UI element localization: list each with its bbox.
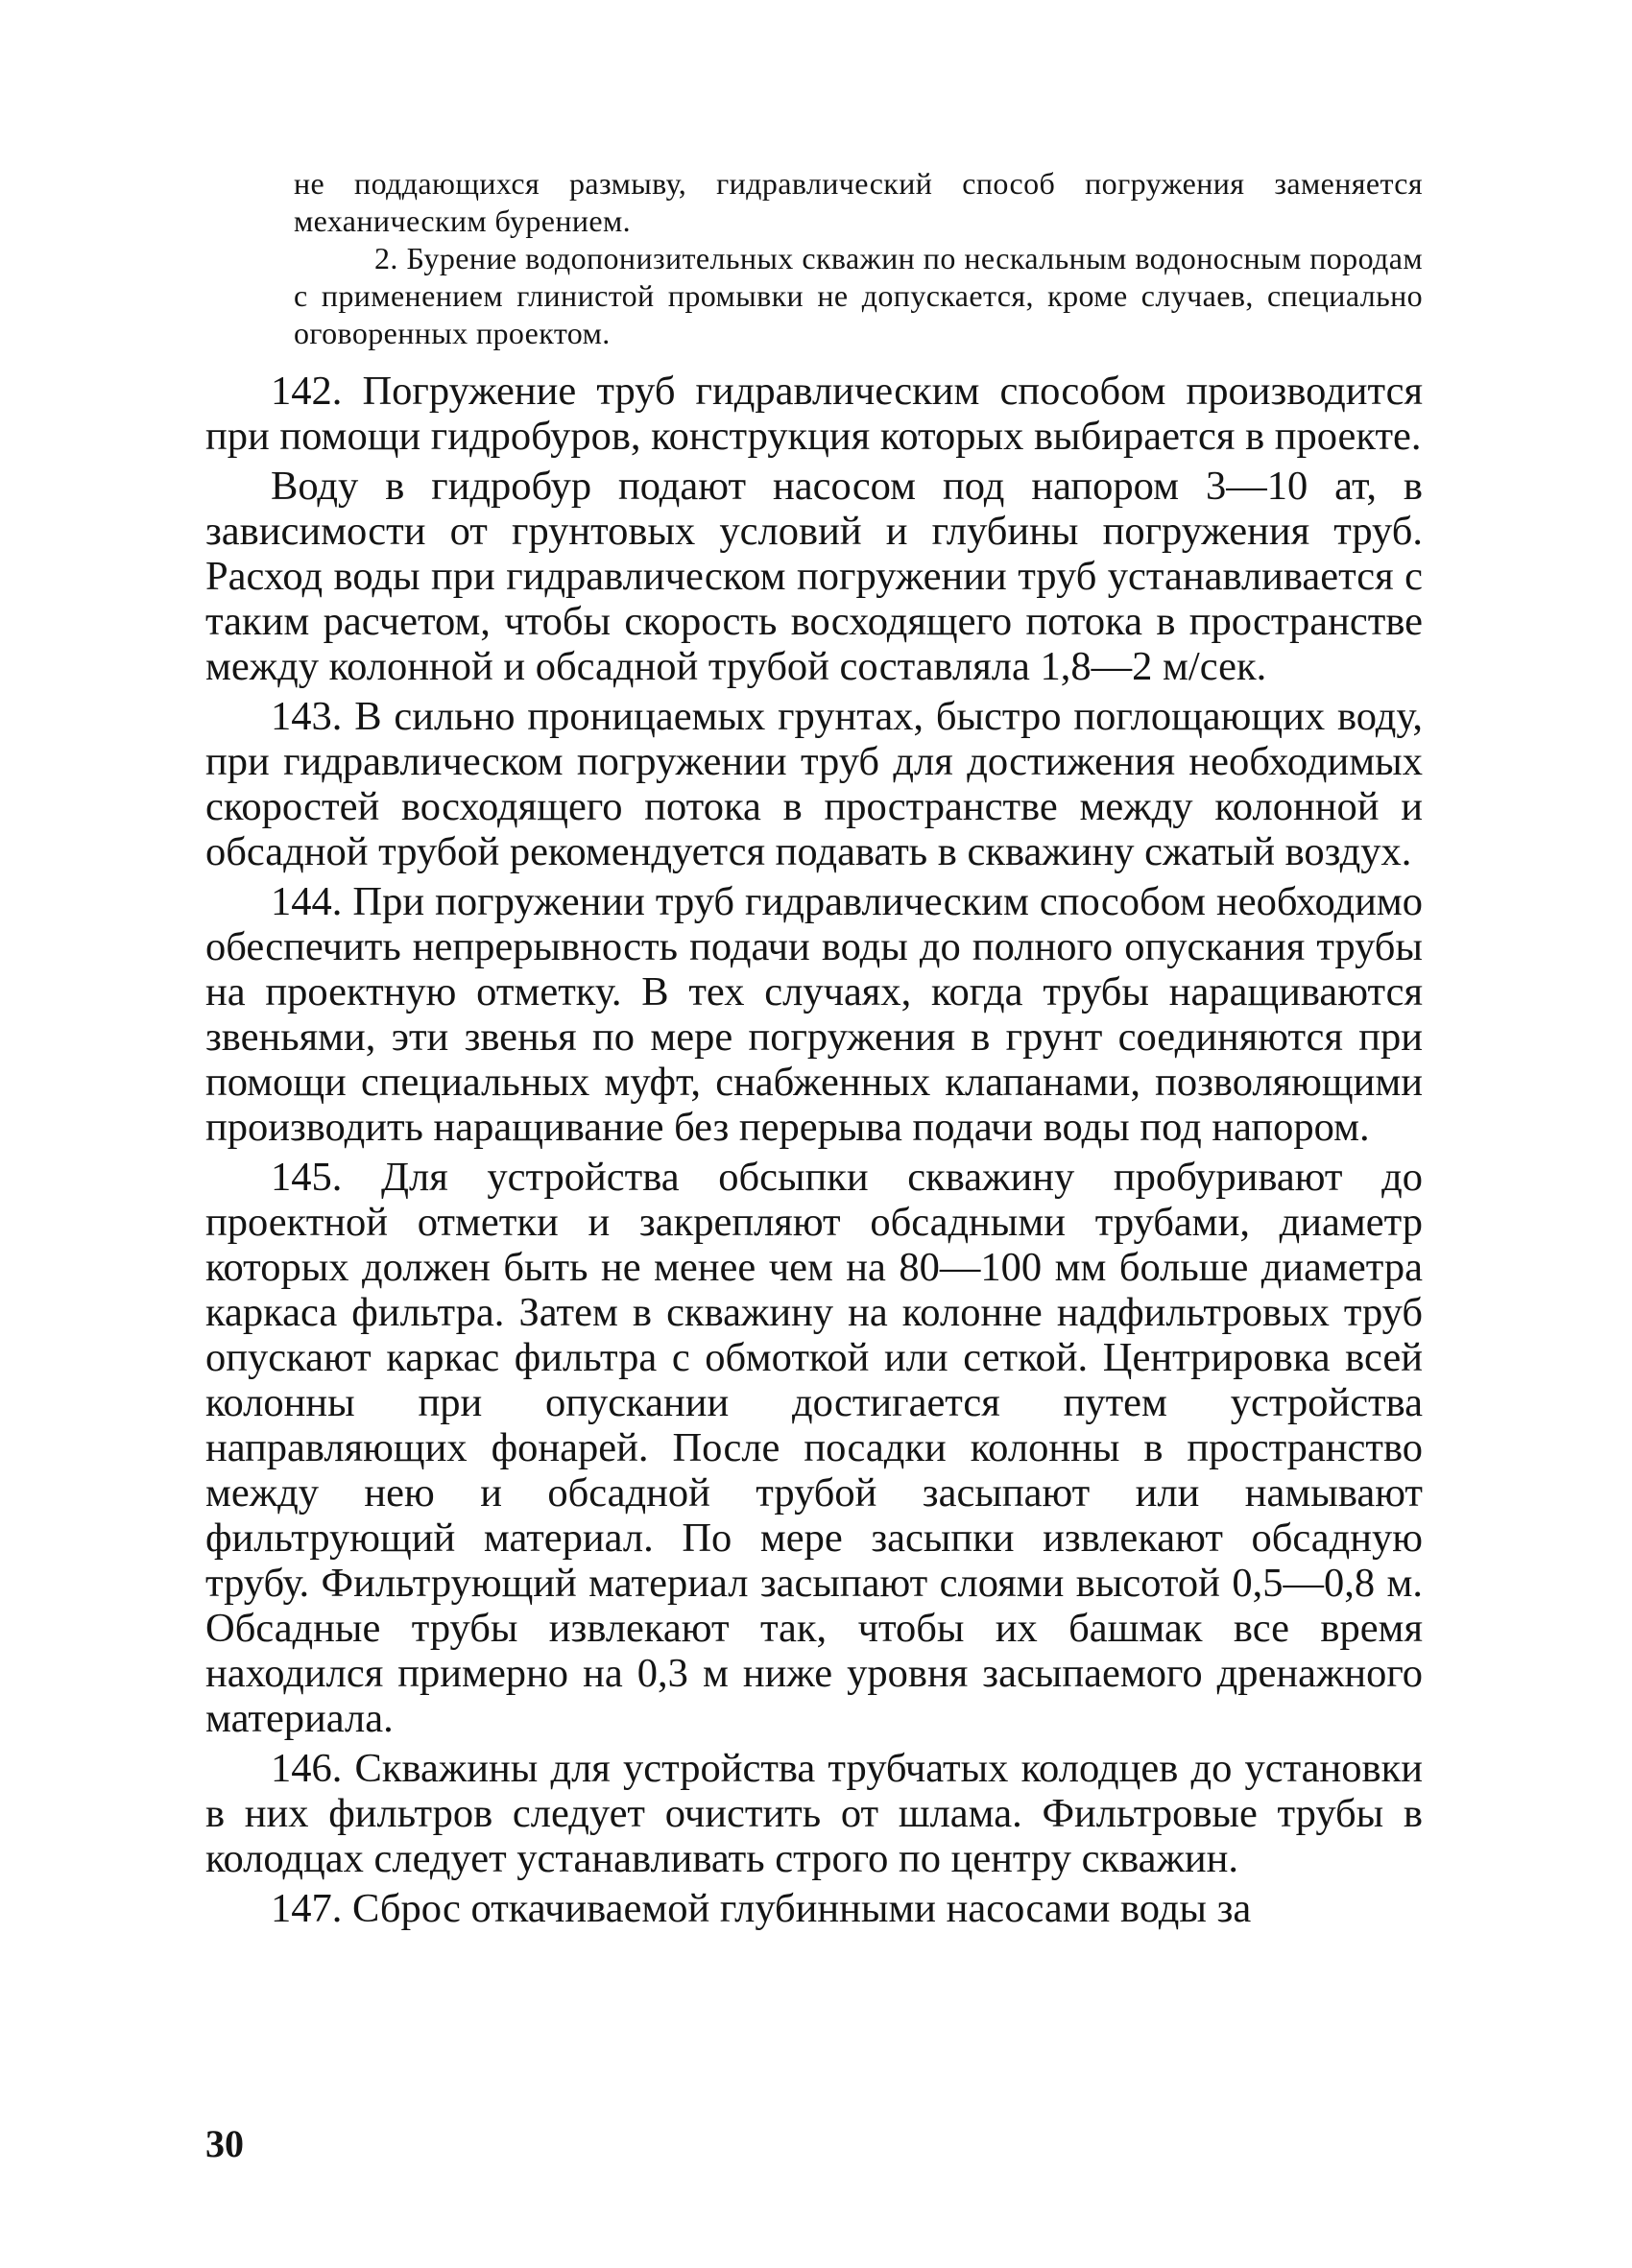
note-item-2: 2. Бурение водопонизительных скважин по нескальным водоносным породам с применением глинистой промывки не допускается, кроме случаев, специально оговоренных проектом. xyxy=(294,241,1423,350)
page-number: 30 xyxy=(205,2122,244,2165)
paragraph-145: 145. Для устройства обсыпки скважину пробуривают до проектной отметки и закрепляют обсадными трубами, диаметр которых должен быть не менее чем на 80—100 мм больше диаметра каркаса фильтра. Затем в скважину на колонне надфильтровых труб опускают каркас фильтра с обмоткой или сеткой. Центрировка всей колонны при опускании достигается путем устройства направляющих фонарей. После посадки колонны в пространство между нею и обсадной трубой засыпают или намывают фильтрующий материал. По мере засыпки извлекают обсадную трубу. Фильтрующий материал засыпают слоями высотой 0,5—0,8 м. Обсадные трубы извлекают так, чтобы их башмак все время находился примерно на 0,3 м ниже уровня засыпаемого дренажного материала. xyxy=(205,1155,1423,1741)
note-continuation: не поддающихся размыву, гидравлический способ погружения заменяется механическим бурением. xyxy=(294,166,1423,238)
paragraph-142: 142. Погружение труб гидравлическим способом производится при помощи гидробуров, конструкция которых выбирается в проекте. xyxy=(205,369,1423,459)
paragraph-144: 144. При погружении труб гидравлическим способом необходимо обеспечить непрерывность подачи воды до полного опускания трубы на проектную отметку. В тех случаях, когда трубы наращиваются звеньями, эти звенья по мере погружения в грунт соединяются при помощи специальных муфт, снабженных клапанами, позволяющими производить наращивание без перерыва подачи воды под напором. xyxy=(205,879,1423,1150)
paragraph-143: 143. В сильно проницаемых грунтах, быстро поглощающих воду, при гидравлическом погружении труб для достижения необходимых скоростей восходящего потока в пространстве между колонной и обсадной трубой рекомендуется подавать в скважину сжатый воздух. xyxy=(205,694,1423,874)
paragraph-147: 147. Сброс откачиваемой глубинными насосами воды за xyxy=(271,1886,1252,1931)
main-text xyxy=(205,369,1423,1931)
notes-block xyxy=(294,165,1423,352)
paragraph-146: 146. Скважины для устройства трубчатых колодцев до установки в них фильтров следует очистить от шлама. Фильтровые трубы в колодцах следует устанавливать строго по центру скважин. xyxy=(205,1746,1423,1881)
paragraph-142-water: Воду в гидробур подают насосом под напором 3—10 ат, в зависимости от грунтовых условий и глубины погружения труб. Расход воды при гидравлическом погружении труб устанавливается с таким расчетом, чтобы скорость восходящего потока в пространстве между колонной и обсадной трубой составляла 1,8—2 м/сек. xyxy=(205,464,1423,689)
